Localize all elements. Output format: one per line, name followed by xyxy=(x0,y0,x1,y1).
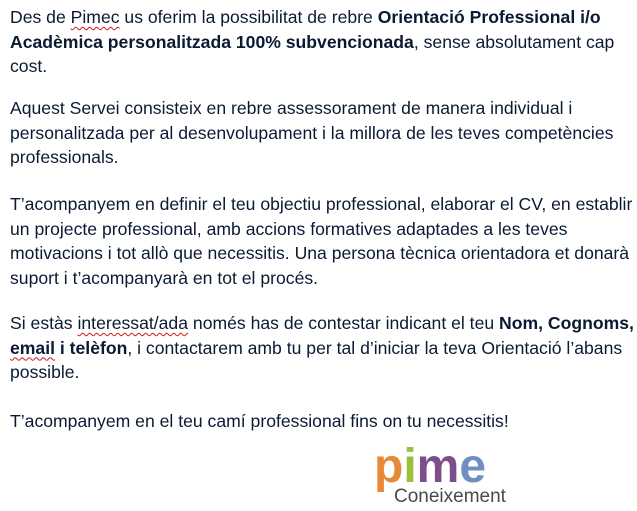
logo-graphic xyxy=(374,444,554,506)
paragraph-contact xyxy=(10,311,634,385)
intro-highlight: Orientació Professional i/o Acadèmica personalitzada 100% subvencionada xyxy=(10,7,601,52)
paragraph-intro xyxy=(10,5,634,79)
contact-interessat: interessat/ada xyxy=(77,313,189,333)
contact-text-1: Si estàs xyxy=(10,313,78,333)
paragraph-closing: T’acompanyem en el teu camí professional fins on tu necessitis! xyxy=(10,411,509,431)
contact-bold-1: Nom, Cognoms, xyxy=(499,313,634,333)
logo-subtitle: Coneixement xyxy=(394,486,506,506)
intro-pimec: Pimec xyxy=(70,7,120,27)
paragraph-service: Aquest Servei consisteix en rebre assessorament de manera individual i personalitzada per al desenvolupament i la millora de les teves competències professionals. xyxy=(10,98,614,168)
pime-coneixement-logo xyxy=(374,444,554,506)
contact-bold-2: i telèfon xyxy=(55,337,128,358)
logo-wordmark: pime xyxy=(374,444,487,493)
contact-email: email xyxy=(10,337,55,358)
intro-text-2: us oferim la possibilitat de rebre xyxy=(119,7,378,27)
contact-text-3: , i contactarem amb tu per tal d’iniciar la teva Orientació l’abans possible. xyxy=(10,337,623,383)
paragraph-accompaniment: T’acompanyem en definir el teu objectiu professional, elaborar el CV, en establir un projecte professional, amb accions formatives adaptades a les teves motivacions i tot allò que necessitis. Una persona tècnica orientadora et donarà suport i t’acompanyarà en tot el procés. xyxy=(10,194,633,288)
contact-text-2: només has de contestar indicant el teu xyxy=(188,313,500,333)
intro-text-3: , sense absolutament cap cost. xyxy=(10,31,615,77)
intro-text-1: Des de xyxy=(10,7,71,27)
